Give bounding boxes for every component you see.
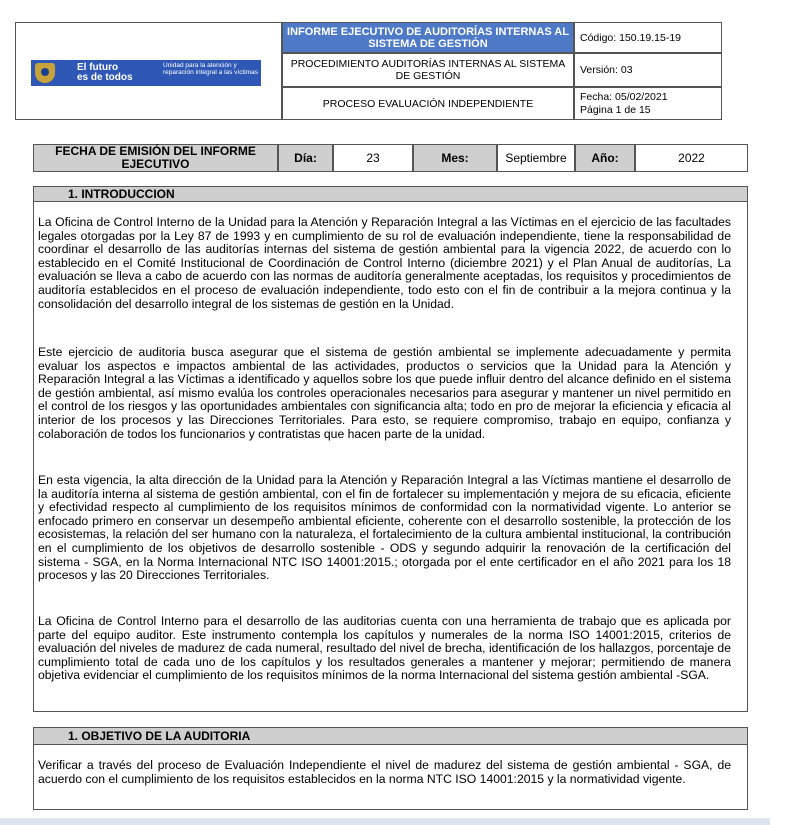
institution-logo xyxy=(31,60,261,86)
objective-paragraph: Verificar a través del proceso de Evaluación Independiente el nivel de madurez del sistema de gestión ambiental - SGA, de acuerdo con el cumplimiento de los requisitos establecidos en la norma NTC ISO 14001:2015 y la normatividad vigente. xyxy=(38,758,731,786)
page-bottom-edge xyxy=(0,818,770,825)
document-code: Código: 150.19.15-19 xyxy=(574,22,722,53)
emission-label: FECHA DE EMISIÓN DEL INFORME EJECUTIVO xyxy=(33,144,278,172)
document-date-page xyxy=(574,87,722,120)
page-number: Página 1 de 15 xyxy=(580,103,651,116)
intro-paragraph-2: Este ejercicio de auditoria busca asegurar que el sistema de gestión ambiental se implemente adecuadamente y permita evaluar los aspectos e impactos ambiental de las actividades, productos o servicios que la Unidad para la Atención y Reparación Integral a las Víctimas a identificado y aquellos sobre los que puede influir dentro del alcance definido en el sistema de gestión ambiental, así mismo evalúa los controles operacionales necesarios para asegurar y mantener un nivel permitido en el control de los riesgos y las oportunidades ambientales con significancia alta; todo en pro de mejorar la eficiencia y eficacia al interior de los procesos y las Direcciones Territoriales. Para esto, se requiere compromiso, trabajo en equipo, confianza y colaboración de todos los funcionarios y contratistas que hacen parte de la unidad. xyxy=(38,345,731,441)
year-value: 2022 xyxy=(635,144,748,172)
month-label: Mes: xyxy=(413,144,497,172)
intro-paragraph-1: La Oficina de Control Interno de la Unidad para la Atención y Reparación Integral a las Víctimas en el ejercicio de las facultades legales otorgadas por la Ley 87 de 1993 y en cumplimiento de su rol de evaluación independiente, tiene la responsabilidad de coordinar el desarrollo de las auditorías internas del sistema de gestión ambiental para la vigencia 2022, de acuerdo con lo establecido en el Comité Institucional de Coordinación de Control Interno (diciembre 2021) y el Plan Anual de auditorías, La evaluación se lleva a cabo de acuerdo con las normas de auditoría generalmente aceptadas, los requisitos y procedimientos de auditoría establecidos en el proceso de evaluación independiente, todo esto con el fin de contribuir a la mejora continua y la consolidación del desarrollo integral de los sistemas de gestión en la Unidad. xyxy=(38,215,731,311)
section-introduction-heading: 1. INTRODUCCION xyxy=(33,186,748,202)
document-title: INFORME EJECUTIVO DE AUDITORÍAS INTERNAS AL SISTEMA DE GESTIÓN xyxy=(282,22,574,53)
month-value: Septiembre xyxy=(497,144,575,172)
day-label: Día: xyxy=(278,144,333,172)
intro-paragraph-4: La Oficina de Control Interno para el desarrollo de las auditorias cuenta con una herramienta de trabajo que es aplicada por parte del equipo auditor. Este instrumento contempla los capítulos y numerales de la norma ISO 14001:2015, criterios de evaluación del niveles de madurez de cada numeral, resultado del nivel de brecha, identificación de los hallazgos, porcentaje de cumplimiento total de cada uno de los capítulos y los resultados generales a mantener y mejorar; permitiendo de manera objetiva evidenciar el cumplimiento de los requisitos mínimos de la norma Internacional del sistema gestión ambiental -SGA. xyxy=(38,614,731,683)
coat-of-arms-icon xyxy=(35,63,55,83)
logo-slogan: El futuro es de todos xyxy=(77,62,133,83)
process-name: PROCESO EVALUACIÓN INDEPENDIENTE xyxy=(282,87,574,120)
document-version: Versión: 03 xyxy=(574,53,722,87)
section-objective-heading: 1. OBJETIVO DE LA AUDITORIA xyxy=(33,727,748,745)
logo-tagline: Unidad para la atención y reparación integral a las víctimas xyxy=(163,62,259,76)
day-value: 23 xyxy=(333,144,413,172)
document-date: Fecha: 05/02/2021 xyxy=(580,90,668,103)
intro-paragraph-3: En esta vigencia, la alta dirección de la Unidad para la Atención y Reparación Integral a las Víctimas mantiene el desarrollo de la auditoría interna al sistema de gestión ambiental, con el fin de fortalecer su implementación y mejora de su eficacia, eficiente y efectividad respecto al cumplimiento de los requisitos mínimos de conformidad con la normatividad vigente. Lo anterior se enfocado primero en conservar un desempeño ambiental eficiente, coherente con el desarrollo sostenible, la protección de los ecosistemas, la relación del ser humano con la naturaleza, el fortalecimiento de la cultura ambiental institucional, la contribución en el cumplimiento de los objetivos de desarrollo sostenible - ODS y segundo adquirir la renovación de la certificación del sistema - SGA, en la Norma Internacional NTC ISO 14001:2015.; otorgada por el ente certificador en el año 2021 para los 18 procesos y las 20 Direcciones Territoriales. xyxy=(38,473,731,583)
procedure-name: PROCEDIMIENTO AUDITORÍAS INTERNAS AL SISTEMA DE GESTIÓN xyxy=(282,53,574,87)
logo-cell xyxy=(15,22,282,120)
year-label: Año: xyxy=(575,144,635,172)
